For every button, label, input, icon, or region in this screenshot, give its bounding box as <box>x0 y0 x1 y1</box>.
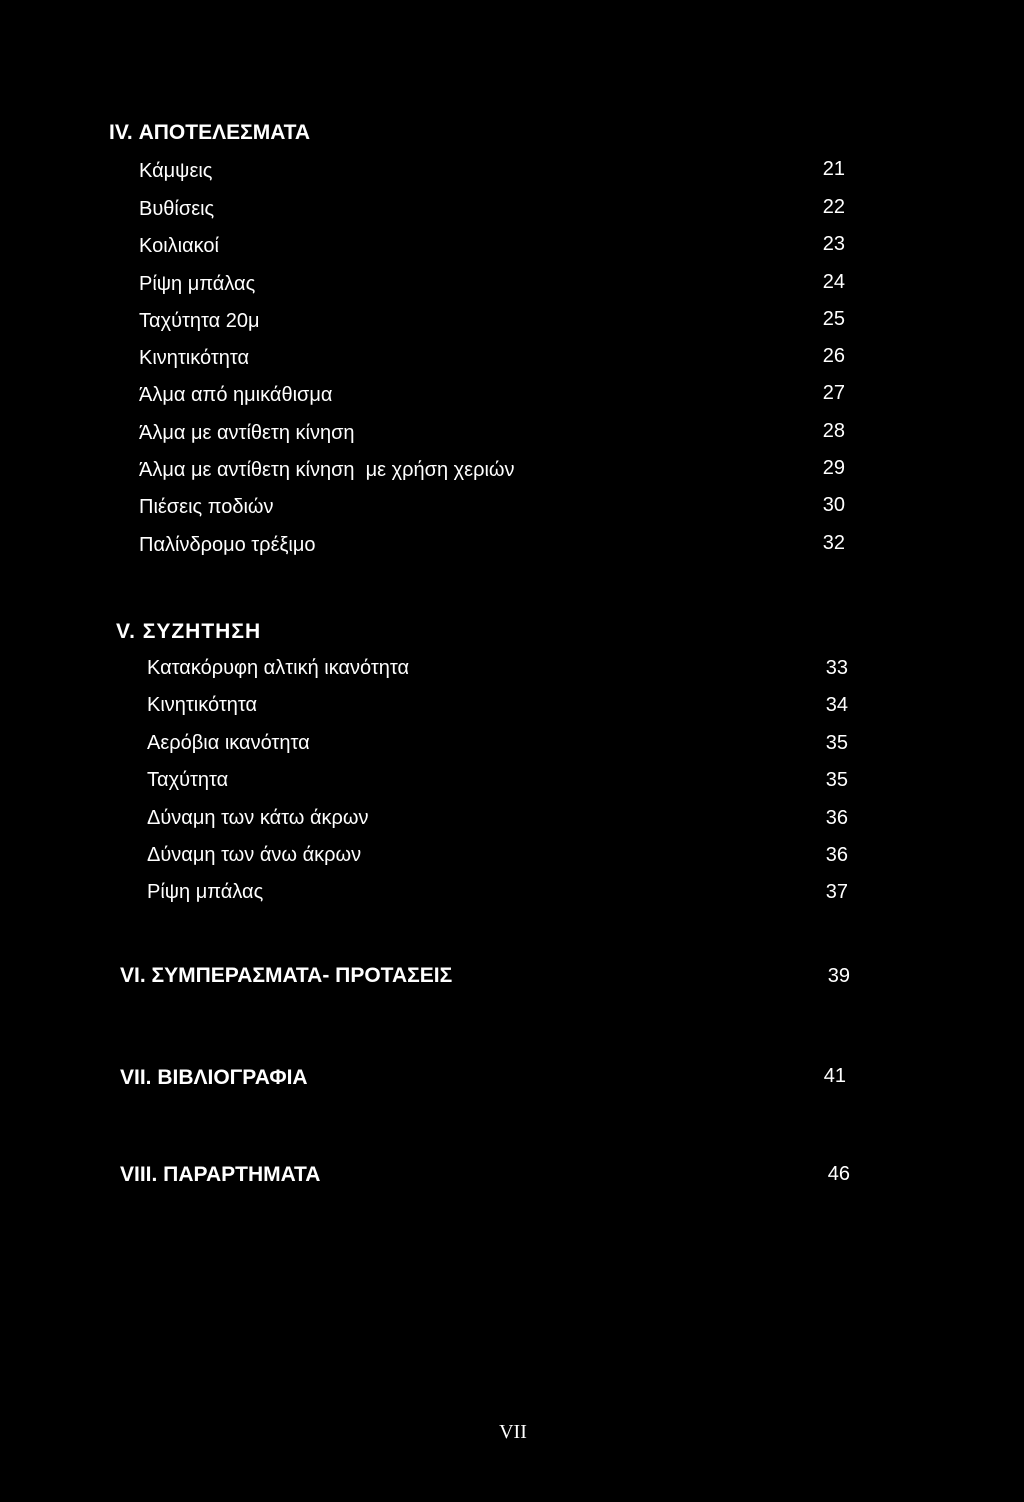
toc-entry-label[interactable]: Ρίψη μπάλας <box>139 273 256 295</box>
toc-entry-page: 23 <box>822 233 845 255</box>
toc-entry-label[interactable]: Πιέσεις ποδιών <box>139 496 274 518</box>
toc-entry-page: 34 <box>825 694 848 716</box>
toc-entry-page: 36 <box>825 807 848 829</box>
toc-entry-page: 25 <box>822 308 845 330</box>
toc-entry-label[interactable]: Ρίψη μπάλας <box>147 881 264 903</box>
toc-entry-label[interactable]: Ταχύτητα 20μ <box>139 310 260 332</box>
toc-entry-label[interactable]: Παλίνδρομο τρέξιμο <box>139 534 316 556</box>
section-vii-title[interactable]: VII. ΒΙΒΛΙΟΓΡΑΦΙΑ <box>120 1066 308 1089</box>
toc-entry-label[interactable]: Άλμα με αντίθετη κίνηση με χρήση χεριών <box>139 459 515 481</box>
toc-entry-label[interactable]: Ταχύτητα <box>147 769 229 791</box>
toc-entry-page: 35 <box>825 769 848 791</box>
section-viii-title[interactable]: VIII. ΠΑΡΑΡΤΗΜΑΤΑ <box>120 1163 321 1186</box>
toc-entry-label[interactable]: Δύναμη των κάτω άκρων <box>147 807 369 829</box>
toc-entry-label[interactable]: Κατακόρυφη αλτική ικανότητα <box>147 657 410 679</box>
toc-entry-label[interactable]: Κινητικότητα <box>139 347 250 369</box>
toc-entry-label[interactable]: Κινητικότητα <box>147 694 258 716</box>
toc-entry-page: 27 <box>822 382 845 404</box>
section-vi-page: 39 <box>827 965 850 987</box>
toc-entry-label[interactable]: Αερόβια ικανότητα <box>147 732 310 754</box>
toc-entry-page: 36 <box>825 844 848 866</box>
toc-entry-label[interactable]: Κάμψεις <box>139 160 213 182</box>
toc-entry-page: 33 <box>825 657 848 679</box>
toc-entry-label[interactable]: Άλμα από ημικάθισμα <box>139 384 333 406</box>
toc-entry-label[interactable]: Άλμα με αντίθετη κίνηση <box>139 422 355 444</box>
toc-entry-label[interactable]: Κοιλιακοί <box>139 235 219 257</box>
toc-entry-page: 22 <box>822 196 845 218</box>
page-number: VII <box>499 1421 527 1443</box>
section-vi-title[interactable]: VI. ΣΥΜΠΕΡΑΣΜΑΤΑ- ΠΡΟΤΑΣΕΙΣ <box>120 964 453 987</box>
toc-entry-page: 29 <box>822 457 845 479</box>
toc-entry-page: 32 <box>822 532 845 554</box>
section-vii-page: 41 <box>823 1065 846 1087</box>
toc-entry-page: 28 <box>822 420 845 442</box>
toc-entry-label[interactable]: Βυθίσεις <box>139 198 215 220</box>
toc-entry-page: 30 <box>822 494 845 516</box>
toc-entry-page: 21 <box>822 158 845 180</box>
section-iv-title: IV. ΑΠΟΤΕΛΕΣΜΑΤΑ <box>109 121 311 144</box>
toc-entry-label[interactable]: Δύναμη των άνω άκρων <box>147 844 362 866</box>
section-v-title: V. ΣΥΖΗΤΗΣΗ <box>116 620 262 643</box>
section-viii-page: 46 <box>827 1163 850 1185</box>
toc-entry-page: 26 <box>822 345 845 367</box>
toc-entry-page: 24 <box>822 271 845 293</box>
toc-entry-page: 35 <box>825 732 848 754</box>
toc-entry-page: 37 <box>825 881 848 903</box>
